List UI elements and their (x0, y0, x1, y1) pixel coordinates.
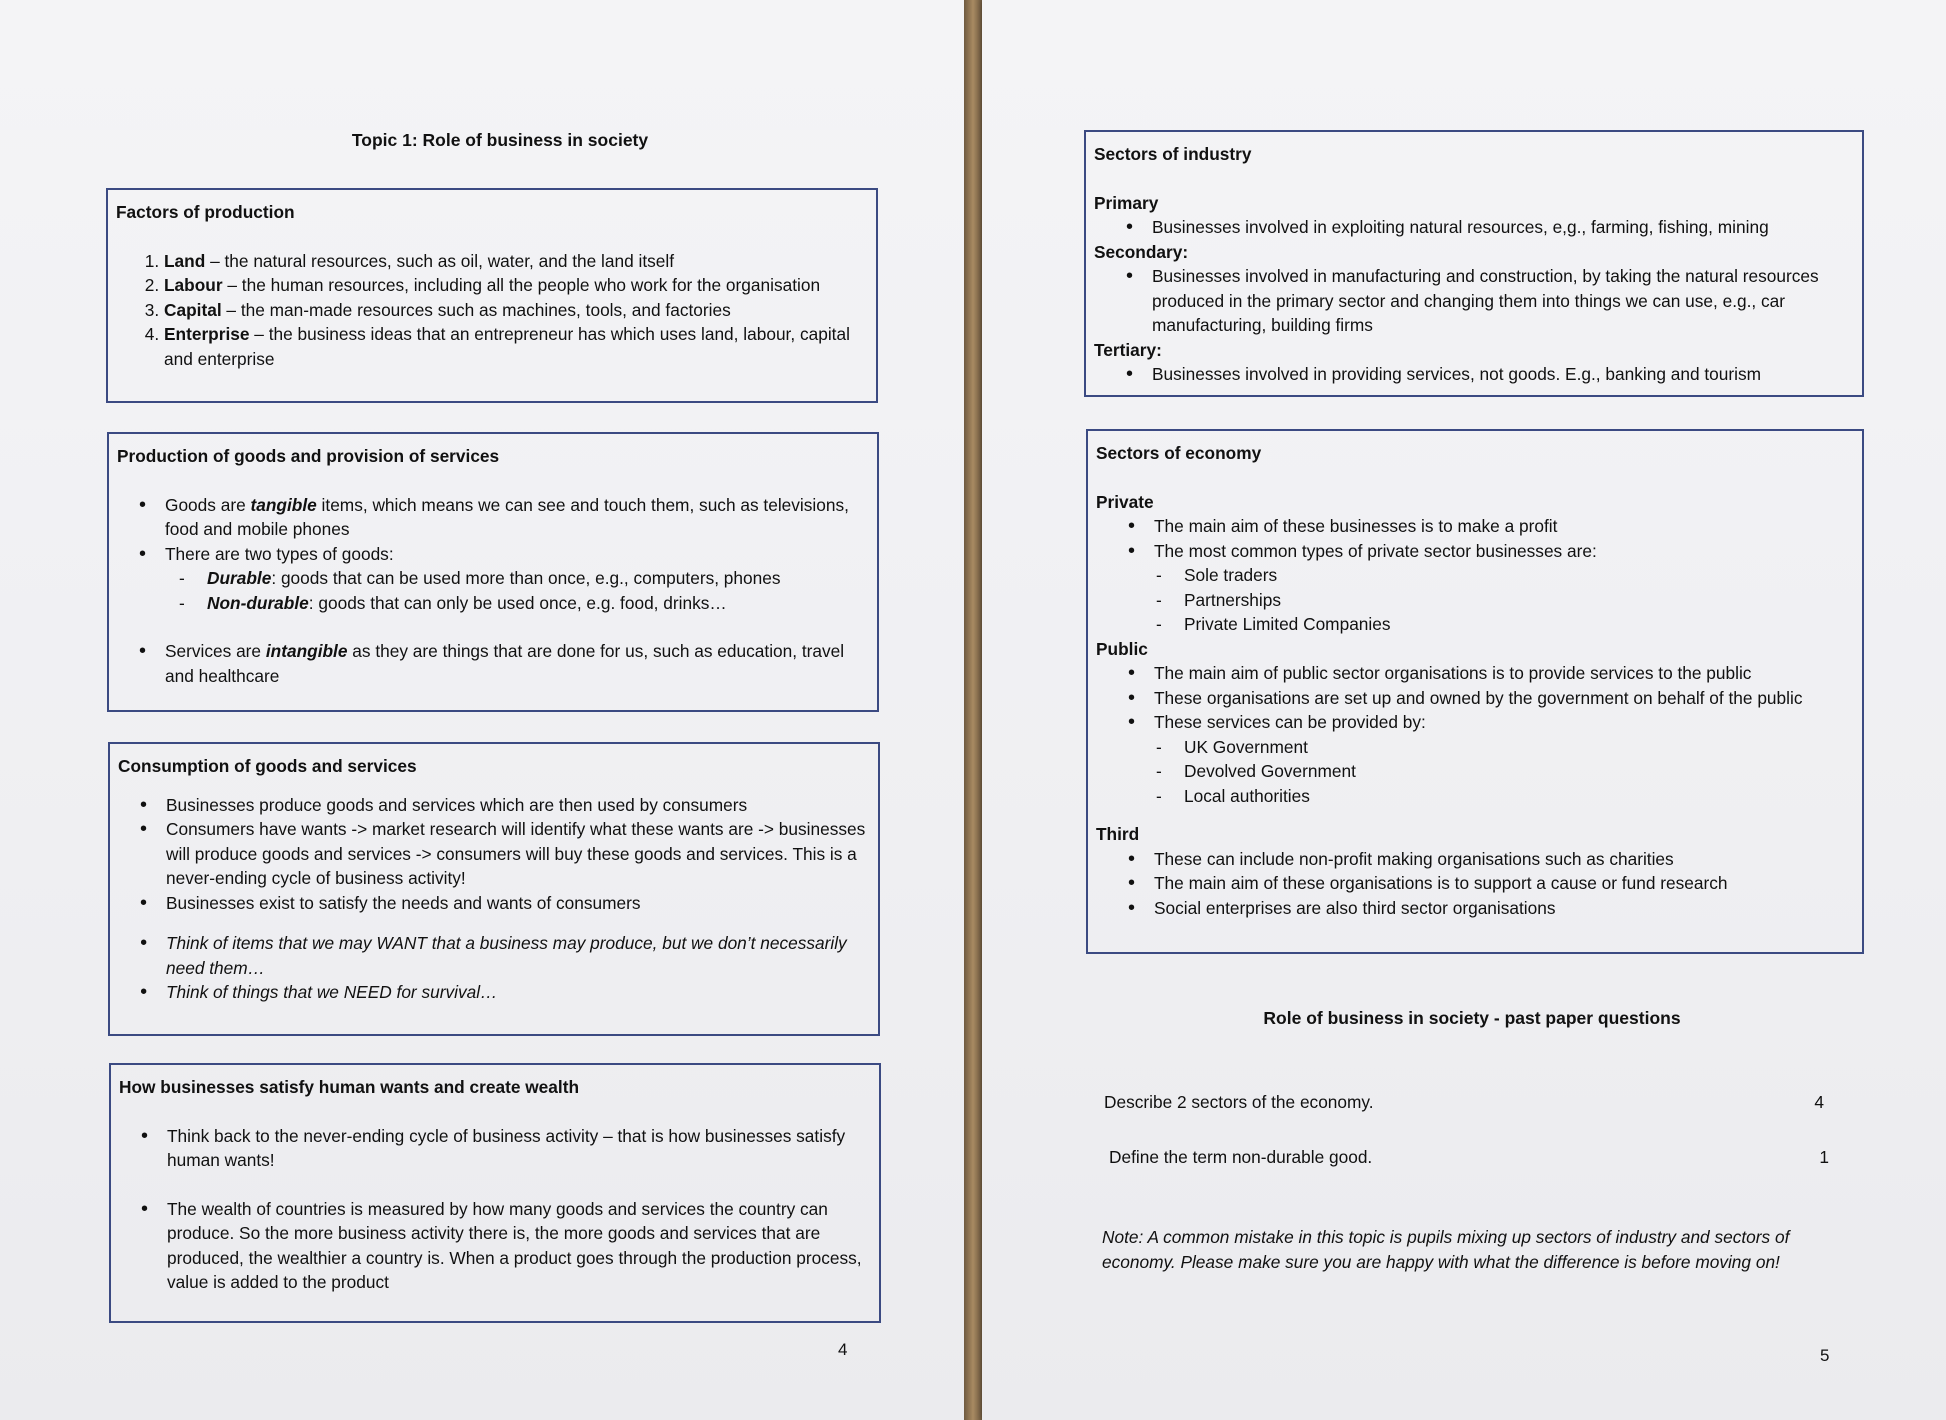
box-heading: Production of goods and provision of services (117, 446, 500, 466)
sector-label: Private (1096, 491, 1154, 512)
list-item: 1. Land – the natural resources, such as oil, water, and the land itself (164, 249, 866, 274)
list-item: • These can include non-profit making organisations such as charities (1154, 847, 1852, 872)
question-text: Define the term non-durable good. (1109, 1147, 1373, 1167)
right-page (982, 0, 1946, 1420)
list-item: • Social enterprises are also third sector organisations (1154, 896, 1852, 921)
list-item: • Goods are tangible items, which means we can see and touch them, such as televisions, food and mobile phones (165, 493, 867, 542)
production-box (107, 432, 879, 712)
question-row (1109, 1147, 1829, 1168)
sector-label: Third (1096, 824, 1140, 844)
box-heading: Sectors of economy (1096, 443, 1262, 463)
note-text: Note: A common mistake in this topic is pupils mixing up sectors of industry and sectors of economy. Please make sure you are happy with what the difference is before moving on! (1102, 1227, 1790, 1272)
factors-list (116, 249, 866, 372)
question-text: Describe 2 sectors of the economy. (1104, 1092, 1374, 1112)
list-item: 4. Enterprise – the business ideas that an entrepreneur has which uses land, labour, capital and enterprise (164, 322, 866, 371)
list-item: • Businesses produce goods and services which are then used by consumers (166, 793, 868, 818)
list-item: - Local authorities (1156, 784, 1852, 809)
consumption-list (118, 793, 868, 916)
consumption-box (108, 742, 880, 1036)
list-item: 2. Labour – the human resources, including all the people who work for the organisation (164, 273, 866, 298)
list-item: • The wealth of countries is measured by how many goods and services the country can produce. So the more business activity there is, the more goods and services that are produced, the wealthier a country is. When a product goes through the production process, value is added to the product (167, 1197, 869, 1295)
list-item: • These organisations are set up and owned by the government on behalf of the public (1154, 686, 1852, 711)
question-row (1104, 1092, 1824, 1113)
list-item: • Think of things that we NEED for survival… (166, 980, 868, 1005)
list-item: • The main aim of these businesses is to make a profit (1154, 514, 1852, 539)
list-item: - Durable: goods that can be used more than once, e.g., computers, phones (179, 566, 867, 591)
past-papers-title: Role of business in society - past paper questions (1263, 1008, 1681, 1028)
list-item: • Businesses involved in exploiting natural resources, e,g., farming, fishing, mining (1152, 215, 1852, 240)
question-marks: 1 (1819, 1147, 1829, 1167)
list-item: • These services can be provided by: (1154, 710, 1852, 735)
sector-label: Tertiary: (1094, 339, 1162, 360)
sectors-of-economy-box (1086, 429, 1864, 954)
list-item: • The main aim of public sector organisations is to provide services to the public (1154, 661, 1852, 686)
list-item: • Businesses involved in manufacturing and construction, by taking the natural resources produced in the primary sector and changing them into things we can use, e.g., car manufacturing, building firms (1152, 264, 1852, 338)
list-item: - Non-durable: goods that can only be used once, e.g. food, drinks… (179, 591, 867, 616)
list-item: • Services are intangible as they are things that are done for us, such as education, travel and healthcare (165, 639, 867, 688)
list-item: • Businesses involved in providing services, not goods. E.g., banking and tourism (1152, 362, 1852, 387)
box-heading: Sectors of industry (1094, 144, 1252, 164)
list-item: - Sole traders (1156, 563, 1852, 588)
page-number: 5 (1820, 1346, 1830, 1365)
list-item: • Consumers have wants -> market research will identify what these wants are -> businesses will produce goods and services -> consumers will buy these goods and services. This is a never-ending cycle of business activity! (166, 817, 868, 891)
box-heading: How businesses satisfy human wants and create wealth (119, 1077, 580, 1097)
list-item: • Businesses exist to satisfy the needs and wants of consumers (166, 891, 868, 916)
page-title: Topic 1: Role of business in society (351, 130, 649, 150)
list-item: • Think of items that we may WANT that a business may produce, but we don’t necessarily need them… (166, 931, 868, 980)
sector-label: Primary (1094, 192, 1159, 213)
list-item: - Devolved Government (1156, 759, 1852, 784)
list-item: • Think back to the never-ending cycle of business activity – that is how businesses satisfy human wants! (167, 1124, 869, 1173)
factors-of-production-box (106, 188, 878, 403)
list-item: • The most common types of private sector businesses are: (1154, 539, 1852, 564)
list-item: • There are two types of goods: (165, 542, 867, 567)
production-list (117, 493, 867, 567)
box-heading: Consumption of goods and services (118, 756, 417, 776)
sector-label: Secondary: (1094, 241, 1189, 262)
list-item: • The main aim of these organisations is to support a cause or fund research (1154, 871, 1852, 896)
wants-wealth-box (109, 1063, 881, 1323)
page-number: 4 (838, 1340, 848, 1359)
left-page (0, 0, 964, 1420)
question-marks: 4 (1814, 1092, 1824, 1112)
binding-gutter (964, 0, 982, 1420)
sector-label: Public (1096, 638, 1148, 659)
list-item: - Private Limited Companies (1156, 612, 1852, 637)
list-item: - Partnerships (1156, 588, 1852, 613)
list-item: - UK Government (1156, 735, 1852, 760)
box-heading: Factors of production (116, 202, 295, 222)
list-item: 3. Capital – the man-made resources such as machines, tools, and factories (164, 298, 866, 323)
sectors-of-industry-box (1084, 130, 1864, 397)
